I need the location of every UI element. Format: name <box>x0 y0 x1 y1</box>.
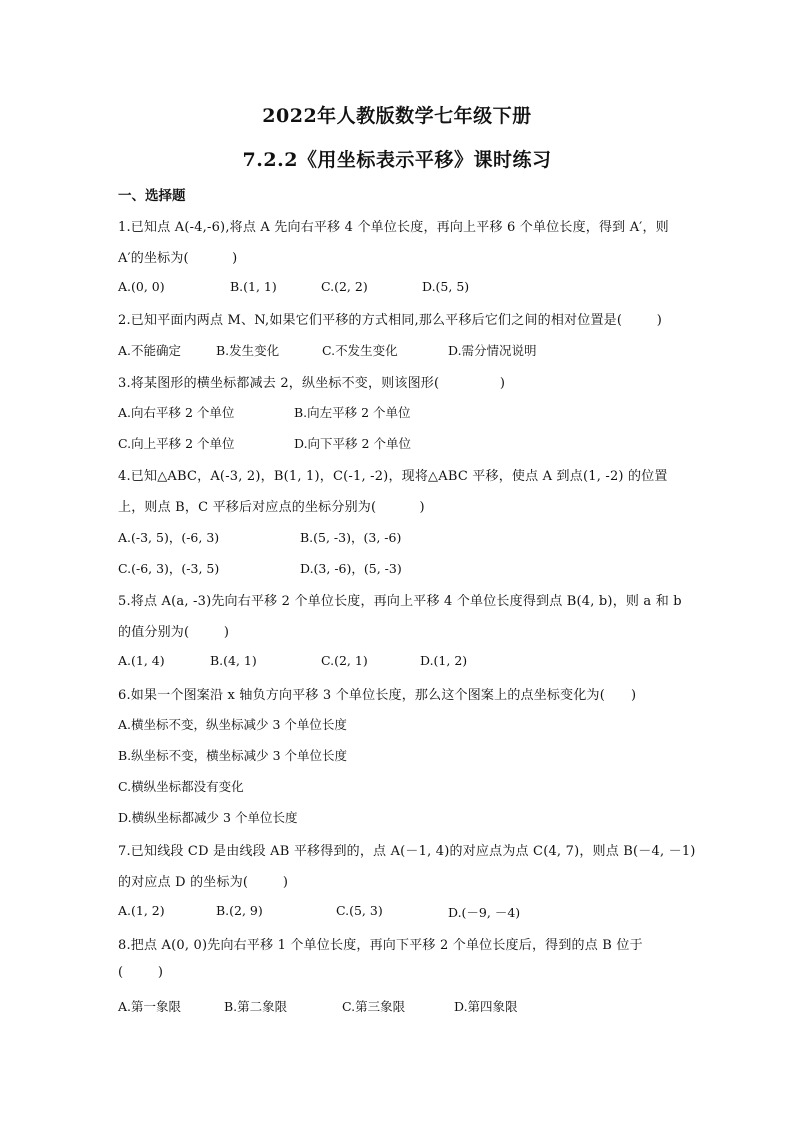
question-6-text: 6.如果一个图案沿 x 轴负方向平移 3 个单位长度，那么这个图案上的点坐标变化为( ) <box>118 688 637 703</box>
option-a: A.第一象限 <box>118 999 182 1014</box>
document-title: 2022年人教版数学七年级下册 <box>262 105 532 127</box>
option-d: D.需分情况说明 <box>448 343 537 358</box>
option-c: C.(2, 2) <box>321 279 368 294</box>
option-a: A.(-3, 5)，(-6, 3) <box>118 530 220 545</box>
section-heading: 一、选择题 <box>118 188 186 204</box>
option-a: A.横坐标不变，纵坐标减少 3 个单位长度 <box>118 717 347 732</box>
question-7-text-cont: 的对应点 D 的坐标为( ) <box>118 875 289 890</box>
option-c: C.(2, 1) <box>321 653 368 668</box>
option-d: D.(－9, －4) <box>448 905 521 920</box>
option-b: B.(4, 1) <box>210 653 257 668</box>
option-c: C.向上平移 2 个单位 <box>118 436 235 451</box>
option-d: D.(5, 5) <box>422 279 470 294</box>
question-5-text: 5.将点 A(a, -3)先向右平移 2 个单位长度，再向上平移 4 个单位长度得到点 B(4, b)，则 a 和 b <box>118 594 682 609</box>
option-b: B.(2, 9) <box>216 903 263 918</box>
question-1-text: 1.已知点 A(-4,-6),将点 A 先向右平移 4 个单位长度，再向上平移 6 个单位长度，得到 A′，则 <box>118 220 669 235</box>
question-7-text: 7.已知线段 CD 是由线段 AB 平移得到的，点 A(－1, 4)的对应点为点 C(4, 7)，则点 B(－4, －1) <box>118 844 696 859</box>
option-d: D.(1, 2) <box>420 653 468 668</box>
option-b: B.纵坐标不变，横坐标减少 3 个单位长度 <box>118 748 348 763</box>
option-c: C.不发生变化 <box>322 343 398 358</box>
document-subtitle: 7.2.2《用坐标表示平移》课时练习 <box>242 149 552 171</box>
option-a: A.不能确定 <box>118 343 182 358</box>
option-a: A.(1, 4) <box>118 653 165 668</box>
option-a: A.(0, 0) <box>118 279 165 294</box>
question-3-text: 3.将某图形的横坐标都减去 2，纵坐标不变，则该图形( ) <box>118 376 506 391</box>
option-d: D.第四象限 <box>454 999 518 1014</box>
question-4-text: 4.已知△ABC，A(-3, 2)，B(1, 1)，C(-1, -2)，现将△ABC 平移，使点 A 到点(1, -2) 的位置 <box>118 469 668 484</box>
question-8-text-cont: ( ) <box>118 965 164 980</box>
option-d: D.(3, -6)，(5, -3) <box>300 561 402 576</box>
option-c: C.(-6, 3)，(-3, 5) <box>118 561 220 576</box>
option-c: C.(5, 3) <box>336 903 383 918</box>
question-8-text: 8.把点 A(0, 0)先向右平移 1 个单位长度，再向下平移 2 个单位长度后，得到的点 B 位于 <box>118 938 643 953</box>
question-2-text: 2.已知平面内两点 M、N,如果它们平移的方式相同,那么平移后它们之间的相对位置是( ) <box>118 313 663 328</box>
option-b: B.(5, -3)，(3, -6) <box>300 530 402 545</box>
option-a: A.(1, 2) <box>118 903 165 918</box>
option-c: C.横纵坐标都没有变化 <box>118 779 244 794</box>
option-d: D.横纵坐标都减少 3 个单位长度 <box>118 810 298 825</box>
question-1-text-cont: A′的坐标为( ) <box>118 251 238 266</box>
option-c: C.第三象限 <box>342 999 406 1014</box>
option-a: A.向右平移 2 个单位 <box>118 405 235 420</box>
question-5-text-cont: 的值分别为( ) <box>118 625 230 640</box>
option-d: D.向下平移 2 个单位 <box>294 436 411 451</box>
option-b: B.发生变化 <box>216 343 280 358</box>
question-4-text-cont: 上，则点 B，C 平移后对应点的坐标分别为( ) <box>118 500 425 515</box>
option-b: B.向左平移 2 个单位 <box>294 405 411 420</box>
option-b: B.(1, 1) <box>230 279 277 294</box>
option-b: B.第二象限 <box>224 999 288 1014</box>
